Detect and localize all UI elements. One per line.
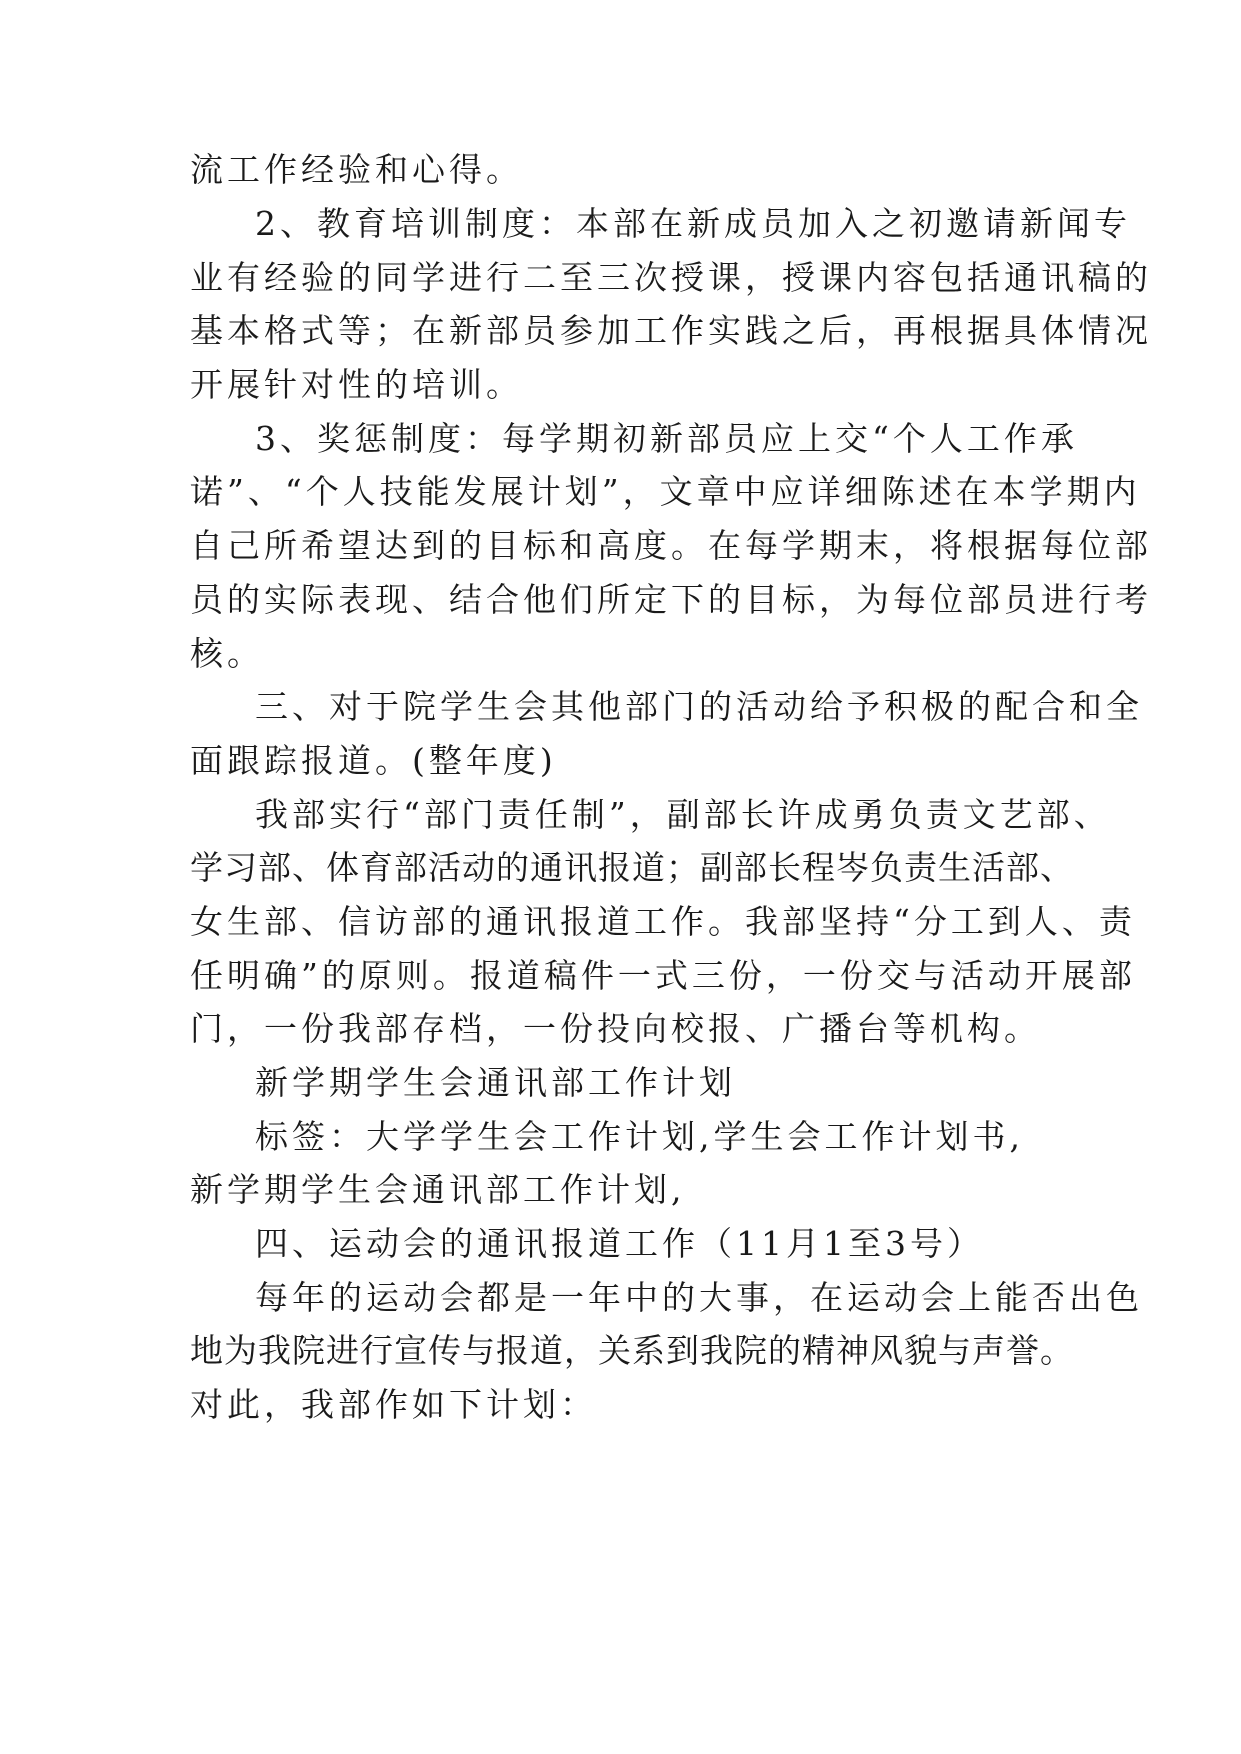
text-line: 自己所希望达到的目标和高度。在每学期末，将根据每位部 — [190, 526, 1152, 565]
text-line: 对此，我部作如下计划： — [190, 1385, 597, 1424]
text-line: 诺”、“个人技能发展计划”，文章中应详细陈述在本学期内 — [190, 472, 1141, 511]
text-line: 3、奖惩制度：每学期初新部员应上交“个人工作承 — [255, 419, 1078, 458]
text-line: 每年的运动会都是一年中的大事，在运动会上能否出色 — [255, 1278, 1143, 1317]
text-line: 门，一份我部存档，一份投向校报、广播台等机构。 — [190, 1009, 1041, 1048]
text-line: 开展针对性的培训。 — [190, 365, 523, 404]
text-line: 三、对于院学生会其他部门的活动给予积极的配合和全 — [255, 687, 1143, 726]
text-line: 四、运动会的通讯报道工作（11月1至3号） — [255, 1224, 984, 1263]
tags-line: 新学期学生会通讯部工作计划, — [190, 1170, 686, 1209]
text-line: 地为我院进行宣传与报道，关系到我院的精神风貌与声誉。 — [190, 1331, 1074, 1370]
text-line: 学习部、体育部活动的通讯报道；副部长程岑负责生活部、 — [190, 848, 1074, 887]
text-line: 2、教育培训制度：本部在新成员加入之初邀请新闻专 — [255, 204, 1131, 243]
text-line: 基本格式等；在新部员参加工作实践之后，再根据具体情况 — [190, 311, 1152, 350]
text-line: 流工作经验和心得。 — [190, 150, 523, 189]
text-line: 面跟踪报道。(整年度) — [190, 741, 557, 780]
text-line: 女生部、信访部的通讯报道工作。我部坚持“分工到人、责 — [190, 902, 1136, 941]
text-line: 业有经验的同学进行二至三次授课，授课内容包括通讯稿的 — [190, 258, 1152, 297]
text-line: 员的实际表现、结合他们所定下的目标，为每位部员进行考 — [190, 580, 1152, 619]
text-line: 任明确”的原则。报道稿件一式三份，一份交与活动开展部 — [190, 956, 1136, 995]
tags-line: 标签：大学学生会工作计划,学生会工作计划书, — [255, 1117, 1024, 1156]
section-heading: 新学期学生会通讯部工作计划 — [255, 1063, 736, 1102]
text-line: 我部实行“部门责任制”，副部长许成勇负责文艺部、 — [255, 795, 1111, 834]
text-line: 核。 — [190, 634, 264, 673]
